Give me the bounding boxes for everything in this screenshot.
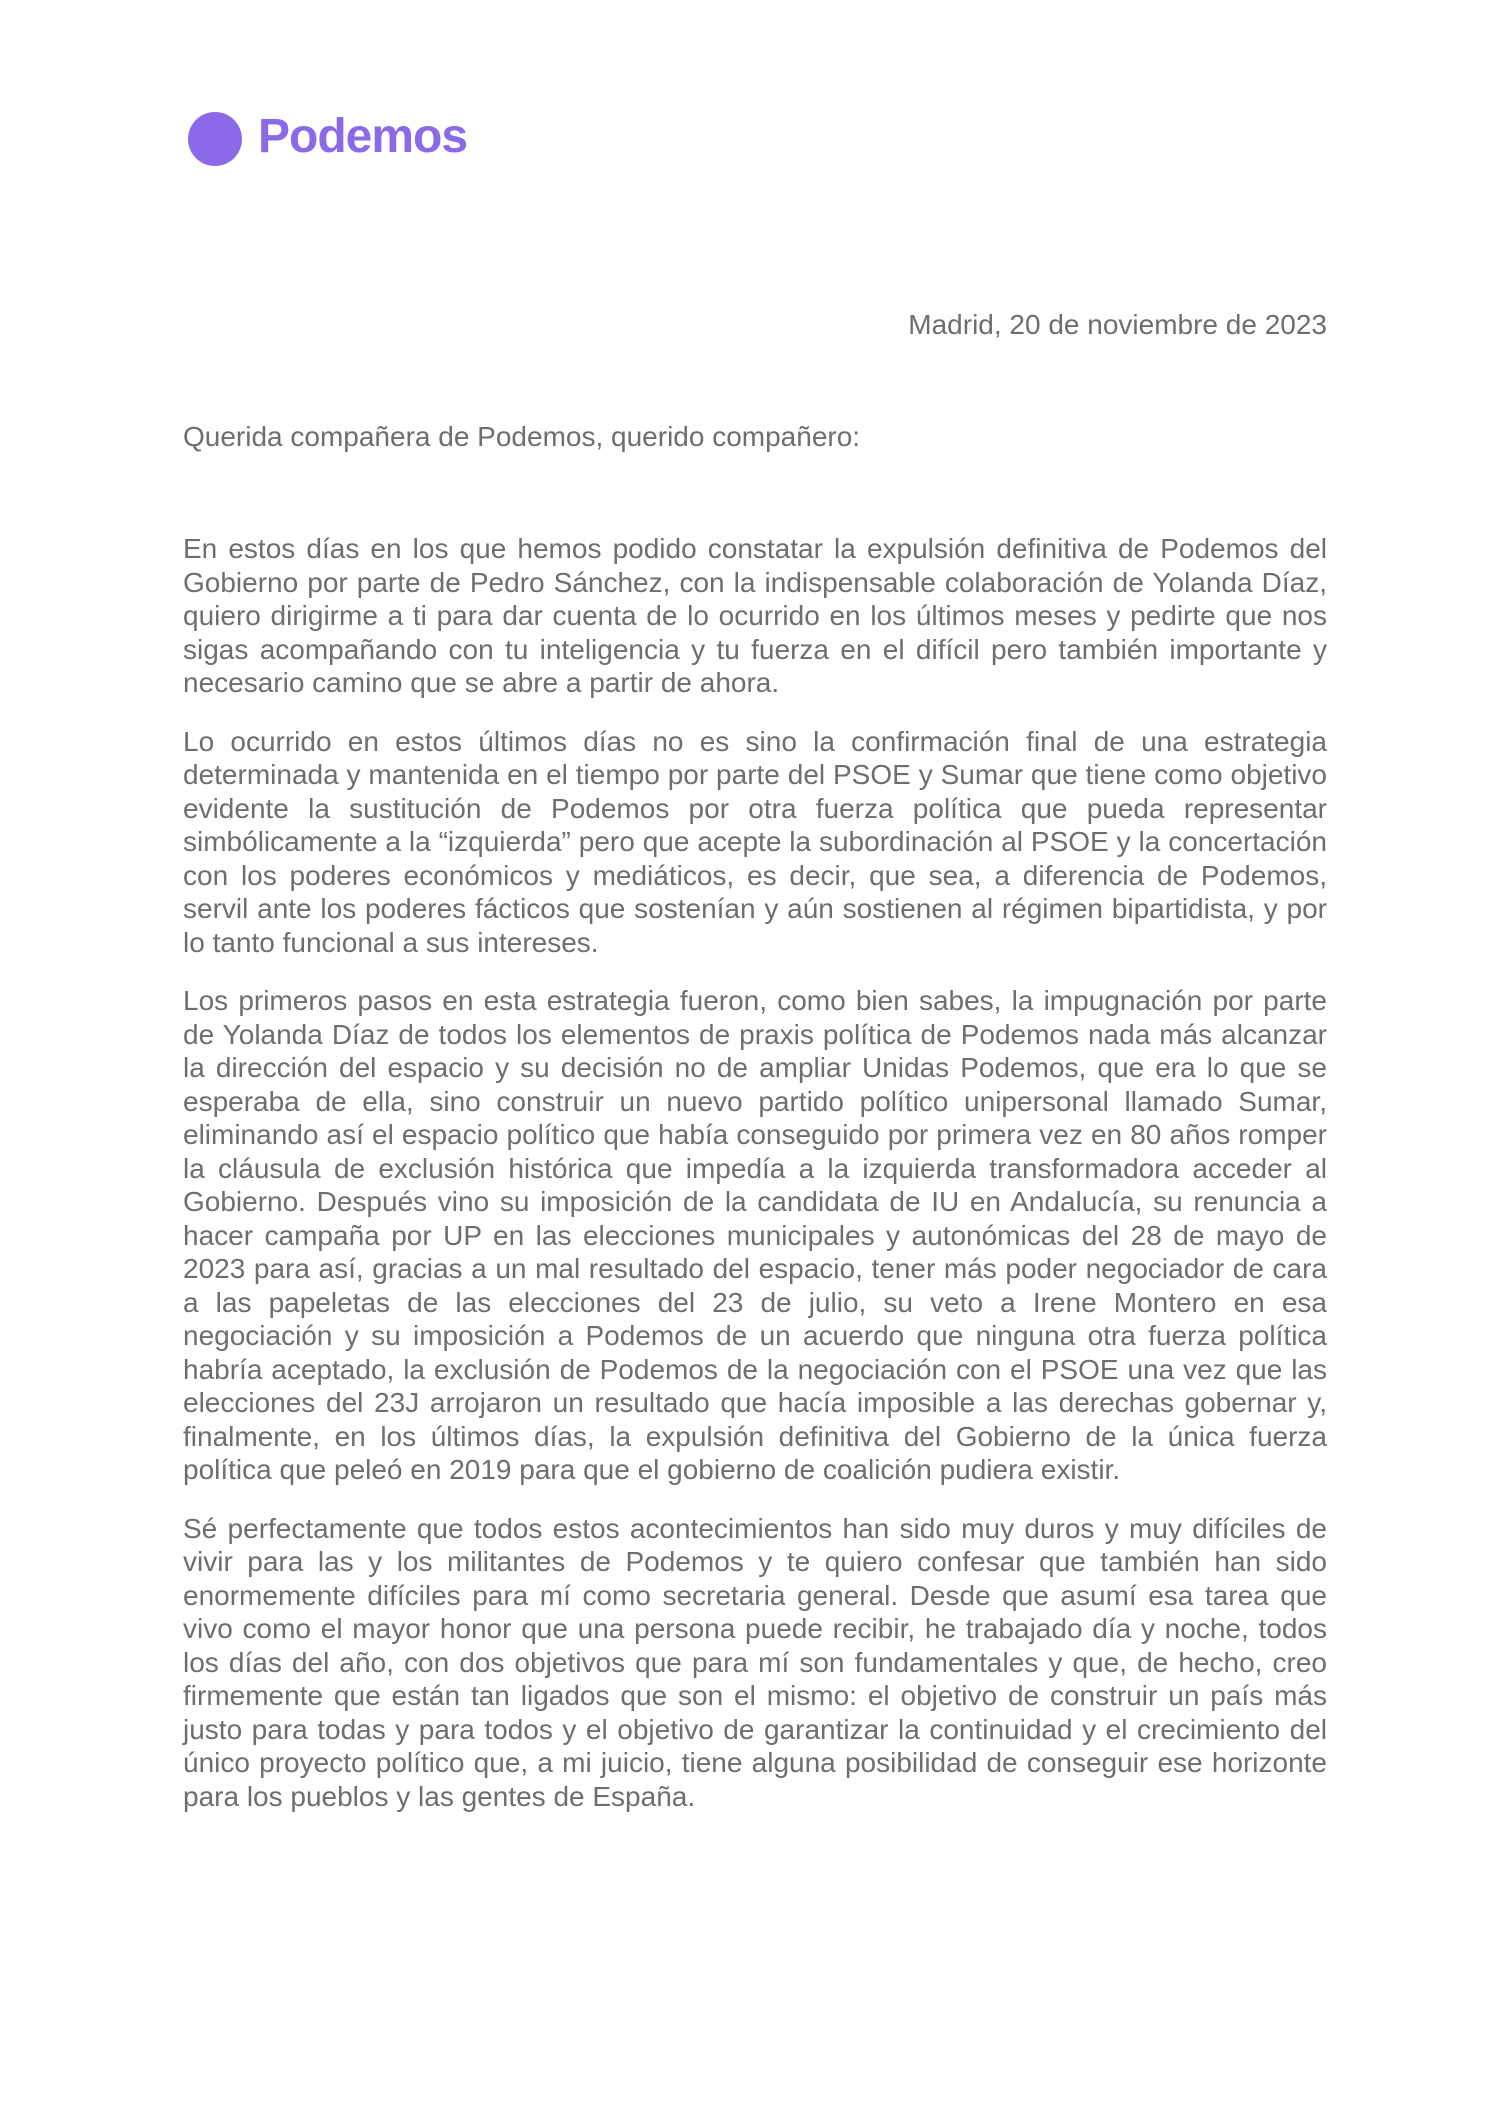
podemos-wordmark: Podemos [258,110,468,163]
podemos-circle-icon [188,112,242,166]
paragraph-1: En estos días en los que hemos podido constatar la expulsión definitiva de Podemos del Gobierno por parte de Pedro Sánchez, con la indispensable colaboración de Yolanda Díaz, quiero dirigirme a ti para dar cuenta de lo ocurrido en los últimos meses y pedirte que nos sigas acompañando con tu inteligencia y tu fuerza en el difícil pero también importante y necesario camino que se abre a partir de ahora. [183,533,1327,698]
dateline: Madrid, 20 de noviembre de 2023 [908,309,1327,340]
salutation: Querida compañera de Podemos, querido compañero: [183,421,861,452]
paragraph-2: Lo ocurrido en estos últimos días no es sino la confirmación final de una estrategia determinada y mantenida en el tiempo por parte del PSOE y Sumar que tiene como objetivo evidente la sustitución de Podemos por otra fuerza política que pueda representar simbólicamente a la “izquierda” pero que acepte la subordinación al PSOE y la concertación con los poderes económicos y mediáticos, es decir, que sea, a diferencia de Podemos, servil ante los poderes fácticos que sostenían y aún sostienen al régimen bipartidista, y por lo tanto funcional a sus intereses. [183,725,1327,958]
paragraph-4: Sé perfectamente que todos estos acontecimientos han sido muy duros y muy difíciles de vivir para las y los militantes de Podemos y te quiero confesar que también han sido enormemente difíciles para mí como secretaria general. Desde que asumí esa tarea que vivo como el mayor honor que una persona puede recibir, he trabajado día y noche, todos los días del año, con dos objetivos que para mí son fundamentales y que, de hecho, creo firmemente que están tan ligados que son el mismo: el objetivo de construir un país más justo para todas y para todos y el objetivo de garantizar la continuidad y el crecimiento del único proyecto político que, a mi juicio, tiene alguna posibilidad de conseguir ese horizonte para los pueblos y las gentes de España. [183,1512,1327,1812]
paragraph-3: Los primeros pasos en esta estrategia fueron, como bien sabes, la impugnación por parte de Yolanda Díaz de todos los elementos de praxis política de Podemos nada más alcanzar la dirección del espacio y su decisión no de ampliar Unidas Podemos, que era lo que se esperaba de ella, sino construir un nuevo partido político unipersonal llamado Sumar, eliminando así el espacio político que había conseguido por primera vez en 80 años romper la cláusula de exclusión histórica que impedía a la izquierda transformadora acceder al Gobierno. Después vino su imposición de la candidata de IU en Andalucía, su renuncia a hacer campaña por UP en las elecciones municipales y autonómicas del 28 de mayo de 2023 para así, gracias a un mal resultado del espacio, tener más poder negociador de cara a las papeletas de las elecciones del 23 de julio, su veto a Irene Montero en esa negociación y su imposición a Podemos de un acuerdo que ninguna otra fuerza política habría aceptado, la exclusión de Podemos de la negociación con el PSOE una vez que las elecciones del 23J arrojaron un resultado que hacía imposible a las derechas gobernar y, finalmente, en los últimos días, la expulsión definitiva del Gobierno de la única fuerza política que peleó en 2019 para que el gobierno de coalición pudiera existir. [183,985,1327,1485]
podemos-logo [188,112,467,166]
letter-body [183,532,1327,1838]
